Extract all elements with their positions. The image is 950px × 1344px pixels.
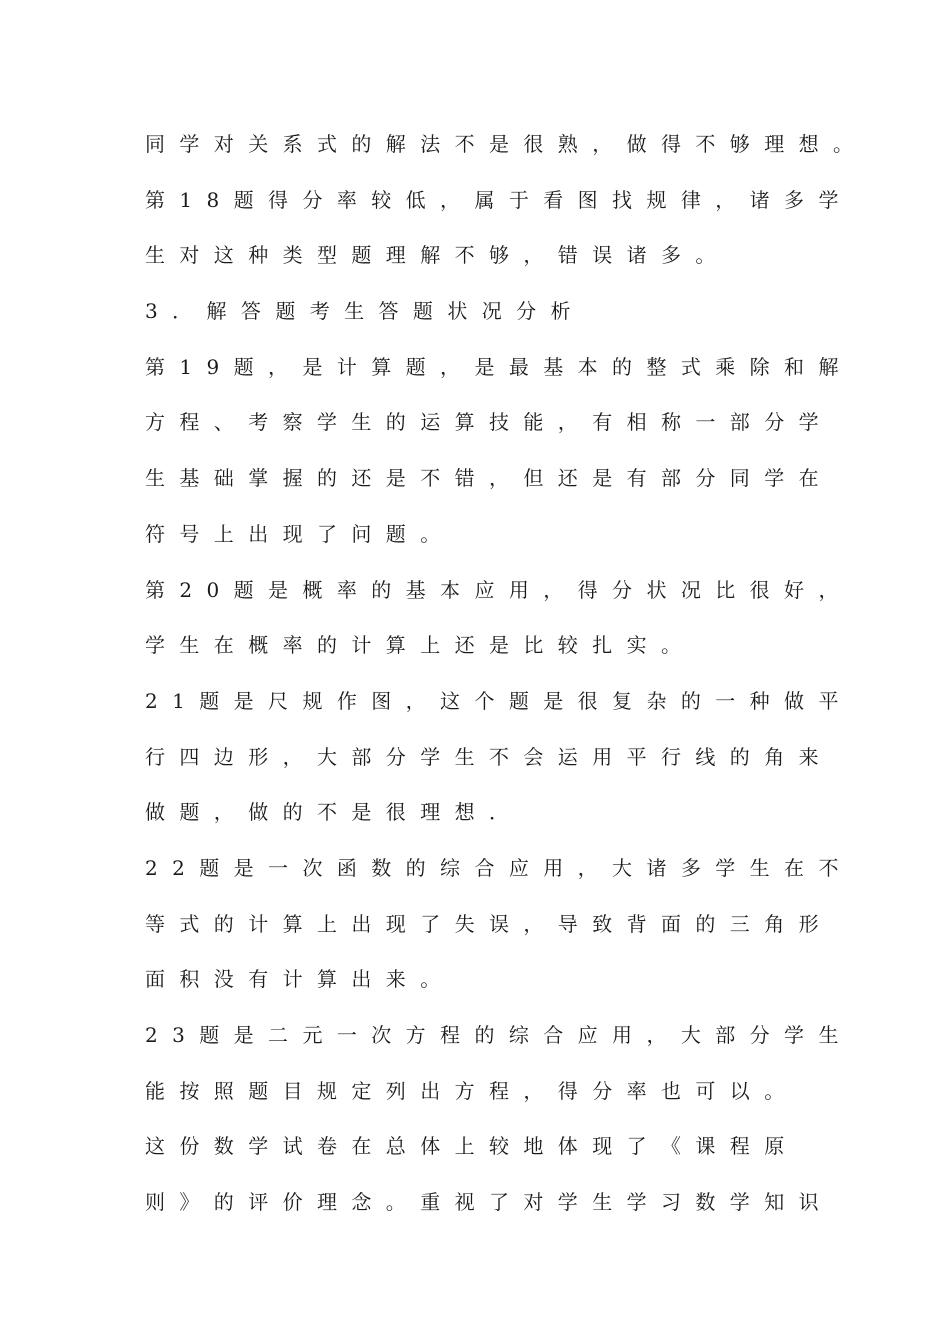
text-line: 能按照题目规定列出方程，得分率也可以。 <box>145 1078 799 1103</box>
text-line: 生对这种类型题理解不够，错误诸多。 <box>145 243 730 268</box>
text-line: 23题是二元一次方程的综合应用，大部分学生 <box>145 1023 853 1047</box>
text-line: 等式的计算上出现了失误，导致背面的三角形 <box>145 911 833 936</box>
text-line: 行四边形，大部分学生不会运用平行线的角来 <box>145 744 833 769</box>
text-line: 则》的评价理念。重视了对学生学习数学知识 <box>145 1190 833 1215</box>
text-line: 第19题，是计算题，是最基本的整式乘除和解 <box>145 354 853 379</box>
text-line: 面积没有计算出来。 <box>145 967 455 992</box>
text-line: 第18题得分率较低，属于看图找规律，诸多学 <box>145 187 853 212</box>
text-line: 学生在概率的计算上还是比较扎实。 <box>145 633 696 658</box>
text-line: 符号上出现了问题。 <box>145 521 455 546</box>
text-line: 生基础掌握的还是不错，但还是有部分同学在 <box>145 466 833 491</box>
text-line: 这份数学试卷在总体上较地体现了《课程原 <box>145 1134 799 1159</box>
text-line: 22题是一次函数的综合应用，大诸多学生在不 <box>145 855 853 880</box>
text-line: 同学对关系式的解法不是很熟，做得不够理想。 <box>145 132 868 156</box>
text-line: 方程、考察学生的运算技能，有相称一部分学 <box>145 410 833 435</box>
text-line: 做题，做的不是很理想． <box>145 800 524 825</box>
text-line: 21题是尺规作图，这个题是很复杂的一种做平 <box>145 688 853 713</box>
body-text <box>145 126 868 1240</box>
section-heading: 3．解答题考生答题状况分析 <box>145 299 585 324</box>
text-line: 第20题是概率的基本应用，得分状况比很好， <box>145 577 853 602</box>
